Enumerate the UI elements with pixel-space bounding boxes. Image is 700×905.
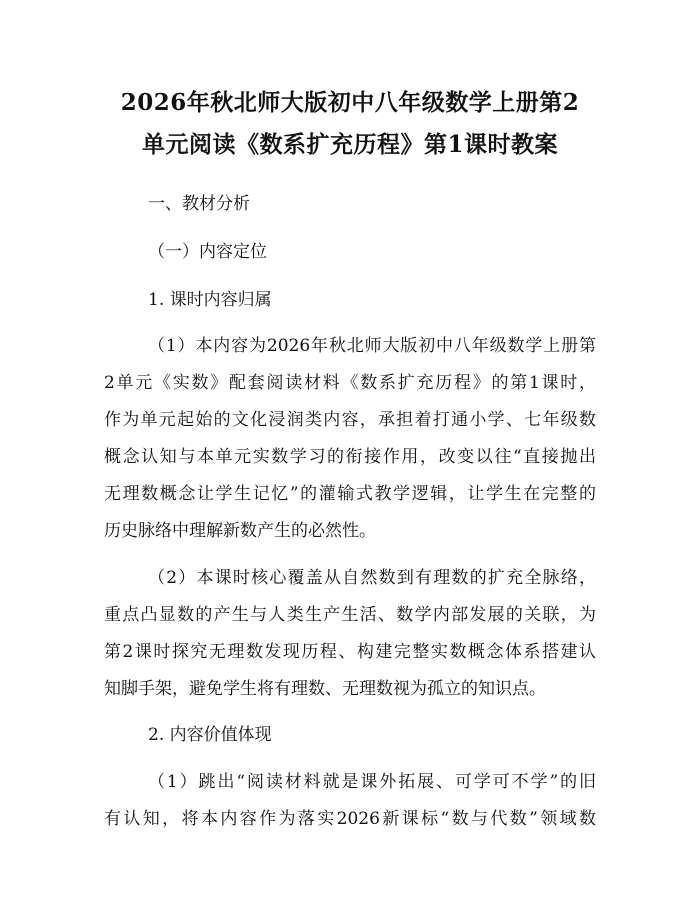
paragraph-line: （2）本课时核心覆盖从自然数到有理数的扩充全脉络， [148,568,596,588]
paragraph-line: 有认知，将本内容作为落实2026新课标“数与代数”领域数 [104,809,596,829]
paragraph-line: 无理数概念让学生记忆”的灌输式教学逻辑，让学生在完整的 [104,484,596,504]
section-heading: 一、教材分析 [148,194,250,214]
paragraph-line: 第2课时探究无理数发现历程、构建完整实数概念体系搭建认 [104,642,596,662]
paragraph-line: （1）本内容为2026年秋北师大版初中八年级数学上册第 [148,336,596,356]
item-heading-1: 1. 课时内容归属 [148,290,272,310]
paragraph-line: 重点凸显数的产生与人类生产生活、数学内部发展的关联，为 [104,605,596,625]
paragraph-line: 概念认知与本单元实数学习的衔接作用，改变以往“直接抛出 [104,447,596,467]
paragraph-line: （1）跳出“阅读材料就是课外拓展、可学可不学”的旧 [148,772,596,792]
item-heading-2: 2. 内容价值体现 [148,725,272,745]
document-title-line-2: 单元阅读《数系扩充历程》第1课时教案 [141,131,558,158]
paragraph-line: 历史脉络中理解新数产生的必然性。 [104,521,376,541]
subsection-heading: （一）内容定位 [148,242,267,262]
paragraph-line: 知脚手架，避免学生将有理数、无理数视为孤立的知识点。 [104,679,546,699]
paragraph-line: 作为单元起始的文化浸润类内容，承担着打通小学、七年级数 [104,410,596,430]
document-title-line-1: 2026年秋北师大版初中八年级数学上册第2 [120,89,580,116]
paragraph-line: 2单元《实数》配套阅读材料《数系扩充历程》的第1课时， [104,373,596,393]
